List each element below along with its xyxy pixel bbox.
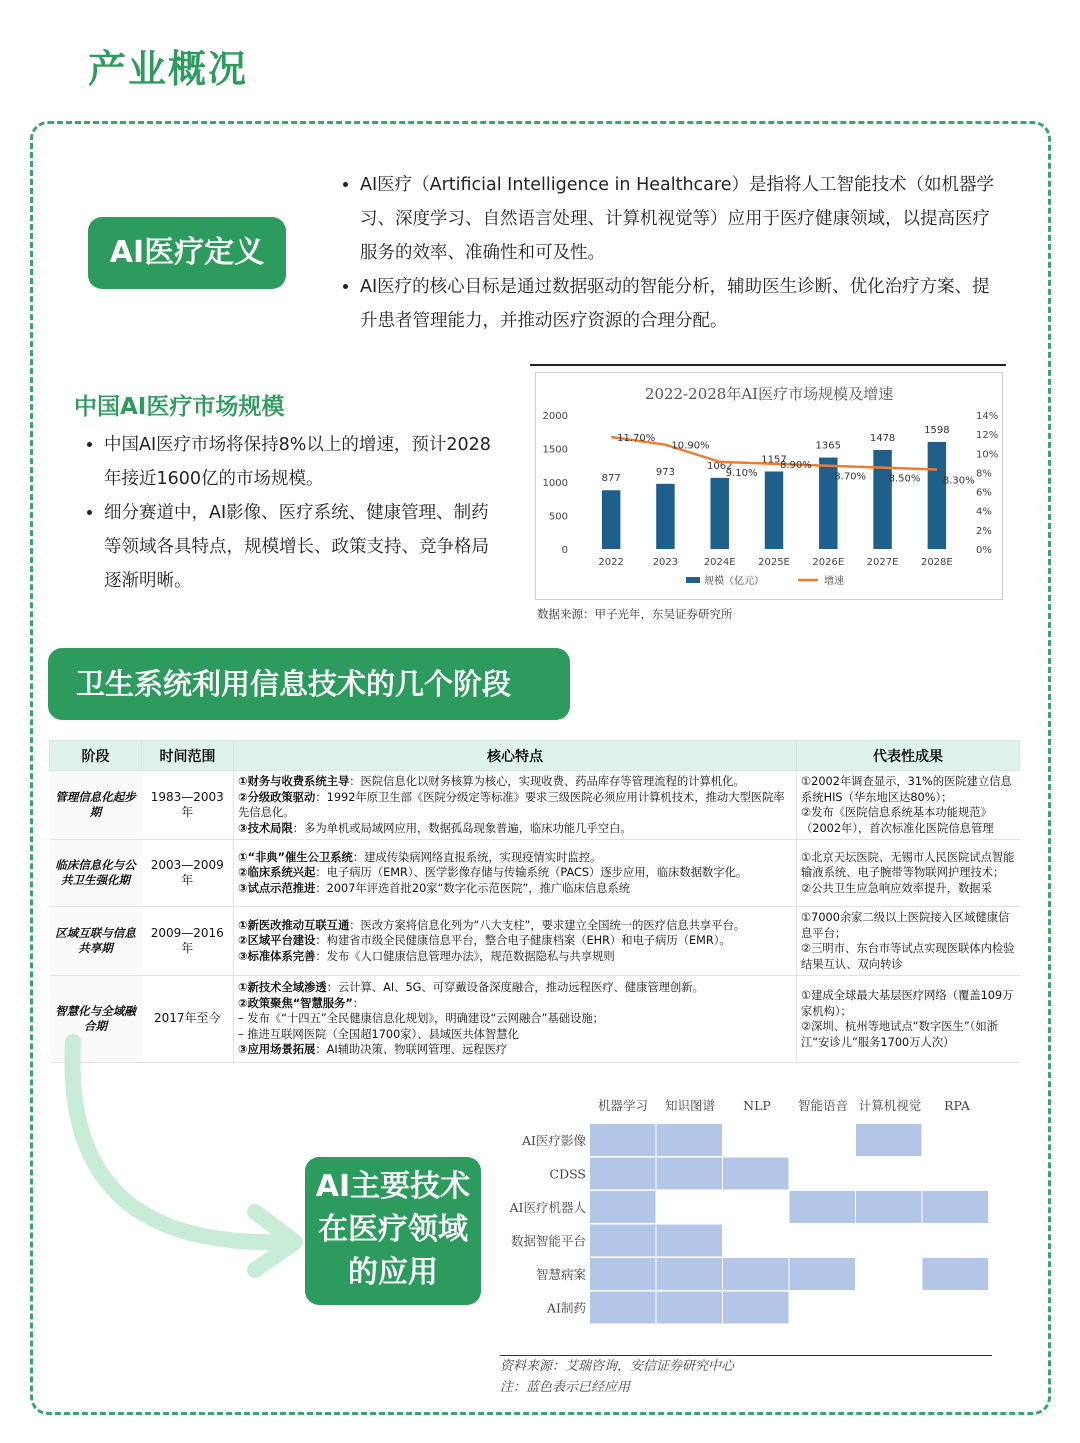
matrix-cell-applied [723, 1292, 789, 1324]
bar-value-label: 1478 [869, 432, 896, 444]
matrix-cell-applied [923, 1258, 989, 1290]
growth-label: 8.30% [942, 475, 975, 487]
header-features: 核心特点 [234, 741, 797, 771]
tech-matrix [500, 1092, 1000, 1332]
header-time: 时间范围 [142, 741, 234, 771]
result-line: ①北京天坛医院、无锡市人民医院试点智能输液系统、电子腕带等物联网护理技术； [801, 850, 1015, 880]
legend-bar-swatch [686, 577, 700, 583]
growth-label: 8.70% [834, 471, 867, 483]
feature-line: ②临床系统兴起：电子病历（EMR）、医学影像存储与传输系统（PACS）逐步应用，临床数据数字化。 [238, 866, 748, 880]
market-chart-svg [536, 373, 1002, 599]
matrix-row-label: AI医疗机器人 [509, 1199, 586, 1215]
table-row [50, 840, 1020, 907]
matrix-row-label: 智慧病案 [535, 1266, 586, 1282]
stage-name-cell: 智慧化与全域融合期 [50, 976, 142, 1063]
matrix-cell-applied [657, 1158, 723, 1190]
result-line: ②深圳、杭州等地试点“数字医生”（如浙江“安诊儿”服务1700万人次） [801, 1020, 998, 1049]
features-cell [234, 771, 797, 840]
matrix-source-text: 资料来源：艾瑞咨询，安信证券研究中心 [500, 1359, 735, 1374]
matrix-cell-applied [723, 1158, 789, 1190]
matrix-source [500, 1356, 734, 1398]
feature-line: ②政策聚焦“智慧服务”： [238, 996, 365, 1010]
feature-line: ①新医改推动互联互通：医改方案将信息化列为“八大支柱”，要求建立全国统一的医疗信息共享平台。 [238, 918, 746, 932]
growth-label: 10.90% [671, 440, 710, 452]
y-tick-label: 2000 [542, 411, 568, 422]
y2-tick-label: 0% [976, 545, 992, 556]
matrix-cell-applied [657, 1292, 723, 1324]
feature-line: – 推进互联网医院（全国超1700家）、县域医共体智慧化 [238, 1027, 519, 1041]
matrix-cell-applied [590, 1158, 656, 1190]
chart-top-rule [530, 364, 1006, 366]
y2-tick-label: 14% [976, 411, 999, 422]
matrix-row-label: CDSS [549, 1166, 586, 1182]
feature-line: ②分级政策驱动：1992年原卫生部《医院分级定等标准》要求三级医院必须应用计算机技术，推动大型医院率先信息化。 [238, 790, 785, 819]
bar-value-label: 1062 [706, 460, 733, 472]
bar-value-label: 877 [601, 473, 621, 485]
chart-source: 数据来源：甲子光年，东吴证券研究所 [537, 607, 733, 621]
stage-name-cell: 区域互联与信息共享期 [50, 907, 142, 976]
y-tick-label: 500 [548, 511, 568, 523]
results-cell [797, 840, 1020, 907]
x-tick-label: 2024E [703, 557, 736, 568]
bar-value-label: 1157 [761, 454, 787, 466]
header-results: 代表性成果 [797, 741, 1020, 771]
feature-line: ③应用场景拓展：AI辅助决策、物联网管理、远程医疗 [238, 1043, 508, 1057]
bar [873, 450, 891, 549]
matrix-cell-applied [657, 1124, 723, 1156]
bar [928, 442, 946, 549]
stage-name-cell: 管理信息化起步期 [50, 771, 142, 840]
feature-line: ①新技术全域渗透：云计算、AI、5G、可穿戴设备深度融合，推动远程医疗、健康管理创新。 [238, 981, 704, 995]
table-row [50, 771, 1020, 840]
matrix-cell-applied [723, 1258, 789, 1290]
feature-line: ②区域平台建设：构建省市级全民健康信息平台，整合电子健康档案（EHR）和电子病历（EMR）。 [238, 934, 731, 948]
time-range-cell: 2017年至今 [142, 976, 234, 1063]
x-tick-label: 2026E [812, 557, 845, 568]
matrix-cell-applied [790, 1191, 856, 1223]
matrix-column-label: NLP [743, 1098, 771, 1113]
page-title: 产业概况 [88, 47, 249, 91]
y2-tick-label: 8% [976, 468, 992, 480]
feature-line: – 发布《“十四五”全民健康信息化规划》，明确建设“云网融合”基础设施； [238, 1012, 604, 1026]
legend-line-label: 增速 [824, 576, 844, 587]
bar [656, 484, 674, 549]
result-line: ①7000余家二级以上医院接入区域健康信息平台； [801, 911, 1010, 940]
matrix-cell-applied [657, 1225, 723, 1257]
header-stage: 阶段 [50, 741, 142, 771]
matrix-cell-applied [923, 1191, 989, 1223]
growth-label: 8.50% [888, 473, 921, 485]
matrix-cell-applied [590, 1258, 656, 1290]
market-bullet: • 中国AI医疗市场将保持8%以上的增速，预计2028年接近1600亿的市场规模。 [104, 428, 494, 496]
x-tick-label: 2022 [598, 557, 624, 568]
matrix-row-label: AI医疗影像 [522, 1132, 586, 1148]
matrix-column-label: 机器学习 [597, 1098, 649, 1113]
matrix-note: 注：蓝色表示已经应用 [500, 1380, 631, 1395]
definition-bullets [338, 168, 998, 338]
table-row [50, 907, 1020, 976]
time-range-cell: 2003—2009年 [142, 840, 234, 907]
market-title: 中国AI医疗市场规模 [74, 394, 285, 420]
result-line: ①2002年调查显示，31%的医院建立信息系统HIS（华东地区达80%）； [801, 775, 1012, 804]
growth-label: 9.10% [725, 467, 758, 479]
matrix-row-label: 数据智能平台 [510, 1233, 586, 1249]
result-line: ②发布《医院信息系统基本功能规范》（2002年），首次标准化医院信息管理 [801, 806, 994, 835]
matrix-cell-applied [590, 1225, 656, 1257]
matrix-cell-applied [590, 1292, 656, 1324]
x-tick-label: 2023 [652, 557, 679, 568]
y2-tick-label: 10% [976, 449, 999, 461]
matrix-cell-applied [856, 1191, 922, 1223]
feature-line: ③标准体系完善：发布《人口健康信息管理办法》，规范数据隐私与共享规则 [238, 949, 615, 963]
feature-line: ③技术局限：多为单机或局域网应用，数据孤岛现象普遍，临床功能几乎空白。 [238, 821, 632, 835]
curved-arrow [55, 1030, 325, 1280]
x-tick-label: 2027E [866, 557, 899, 568]
results-cell [797, 976, 1020, 1063]
result-line: ②三明市、东台市等试点实现医联体内检验结果互认、双向转诊 [801, 942, 1015, 971]
time-range-cell: 1983—2003年 [142, 771, 234, 840]
bar-value-label: 973 [655, 466, 675, 478]
matrix-column-label: 计算机视觉 [858, 1098, 922, 1113]
growth-label: 11.70% [617, 433, 656, 445]
stage-name-cell: 临床信息化与公共卫生强化期 [50, 840, 142, 907]
growth-label: 8.90% [780, 459, 812, 471]
bar-value-label: 1598 [924, 424, 950, 436]
bar [602, 490, 620, 549]
features-cell [234, 907, 797, 976]
y2-tick-label: 12% [976, 430, 999, 442]
matrix-column-label: 知识图谱 [664, 1098, 716, 1113]
table-header-row [50, 741, 1020, 771]
tech-pill [305, 1157, 481, 1305]
time-range-cell: 2009—2016年 [142, 907, 234, 976]
bar-value-label: 1365 [815, 440, 842, 452]
tech-pill-line: 的应用 [348, 1255, 438, 1290]
y2-tick-label: 6% [976, 487, 992, 499]
bar [710, 478, 728, 549]
matrix-cell-applied [790, 1258, 856, 1290]
tech-pill-line: AI主要技术 [315, 1169, 471, 1204]
results-cell [797, 907, 1020, 976]
matrix-column-label: 智能语音 [797, 1098, 849, 1113]
y-tick-label: 1000 [542, 478, 568, 489]
matrix-cell-applied [590, 1124, 656, 1156]
stages-table [49, 740, 1020, 1063]
definition-pill: AI医疗定义 [88, 217, 286, 289]
features-cell [234, 840, 797, 907]
results-cell [797, 771, 1020, 840]
matrix-cell-applied [657, 1258, 723, 1290]
matrix-row-label: AI制药 [547, 1300, 586, 1316]
matrix-cell-applied [590, 1191, 656, 1223]
stages-pill: 卫生系统利用信息技术的几个阶段 [48, 648, 570, 720]
market-bullets [82, 428, 494, 598]
matrix-cell-applied [856, 1124, 922, 1156]
bar [765, 471, 783, 549]
legend-bar-label: 规模（亿元） [704, 576, 764, 587]
feature-line: ①财务与收费系统主导：医院信息化以财务核算为核心，实现收费、药品库存等管理流程的计算机化。 [238, 775, 745, 788]
result-line: ②公共卫生应急响应效率提升，数据采 [801, 881, 992, 895]
market-bullet: • 细分赛道中，AI影像、医疗系统、健康管理、制药等领域各具特点，规模增长、政策支持、竞争格局逐渐明晰。 [104, 496, 494, 598]
chart-title: 2022-2028年AI医疗市场规模及增速 [644, 385, 894, 403]
market-chart [535, 372, 1003, 600]
result-line: ①建成全球最大基层医疗网络（覆盖109万家机构）； [801, 989, 1014, 1018]
feature-line: ③试点示范推进：2007年评选首批20家“数字化示范医院”，推广临床信息系统 [238, 881, 631, 895]
definition-bullet: • AI医疗（Artificial Intelligence in Healthcare）是指将人工智能技术（如机器学习、深度学习、自然语言处理、计算机视觉等）应用于医疗健康领域，以提高医疗服务的效率、准确性和可及性。 [360, 168, 998, 270]
y2-tick-label: 4% [976, 506, 992, 518]
x-tick-label: 2028E [920, 557, 953, 568]
y-tick-label: 0 [561, 545, 568, 556]
definition-bullet: • AI医疗的核心目标是通过数据驱动的智能分析，辅助医生诊断、优化治疗方案、提升患者管理能力，并推动医疗资源的合理分配。 [360, 270, 998, 338]
x-tick-label: 2025E [758, 557, 790, 568]
y-tick-label: 1500 [542, 444, 568, 456]
y2-tick-label: 2% [976, 525, 992, 537]
feature-line: ①“非典”催生公卫系统：建成传染病网络直报系统，实现疫情实时监控。 [238, 850, 602, 864]
matrix-column-label: RPA [944, 1098, 970, 1113]
tech-pill-line: 在医疗领域 [318, 1212, 468, 1247]
